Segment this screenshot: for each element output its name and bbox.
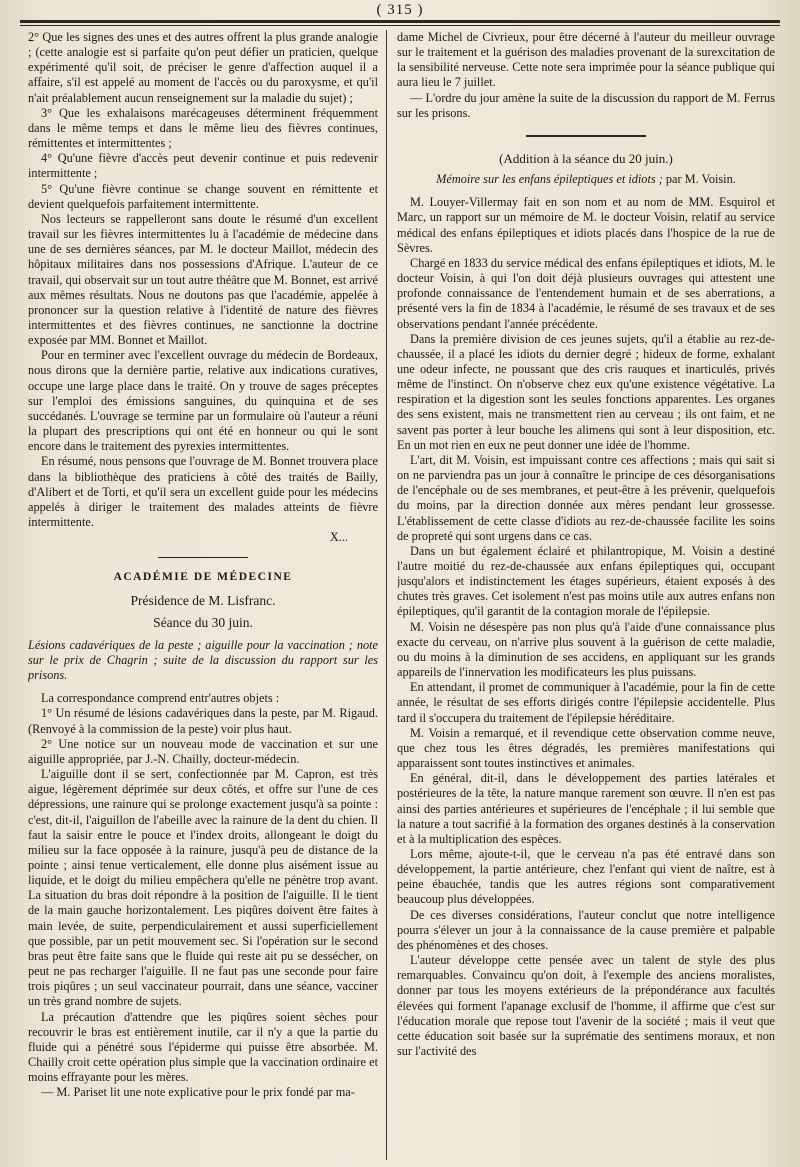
- paragraph: 2° Une notice sur un nouveau mode de vaccination et sur une aiguille appropriée, par J.-N. Chailly, docteur-médecin.: [28, 736, 378, 766]
- header-rule: [20, 20, 780, 23]
- paragraph: En attendant, il promet de communiquer à l'académie, pour la fin de cette année, le résultat de ses efforts dirigés contre l'épilepsie accidentelle. Plus tard il s'occupera du traitement de l'épilepsie héréditaire.: [397, 680, 775, 725]
- paragraph: Chargé en 1833 du service médical des enfans épileptiques et idiots, M. le docteur Voisin, à qui l'on doit déjà plusieurs ouvrages qui attestent une profonde connaissance de l'entendement humain et de ses aberrations, a présenté vers la fin de 1834 à l'académie, le résumé de ses travaux et de ses observations pendant l'année précédente.: [397, 255, 775, 331]
- memoire-author: par M. Voisin.: [665, 172, 736, 187]
- paragraph: 5° Qu'une fièvre continue se change souvent en rémittente et devient quelquefois parfaitement intermittente.: [28, 181, 378, 211]
- paragraph: M. Voisin ne désespère pas non plus qu'à l'aide d'une connaissance plus exacte du cerveau, on n'arrive plus souvent à la guérison de cette maladie, ou du moins à la diminution de ses accidens, en appliquant sur les grands appareils de l'innervation les modificateurs les plus puissans.: [397, 619, 775, 680]
- paragraph: L'auteur développe cette pensée avec un talent de style des plus remarquables. Convaincu qu'on doit, à l'exemple des anciens moralistes, donner par tous les moyens extérieurs de la prépondérance aux facultés élevées qui forment l'apanage exclusif de l'homme, il affirme que c'est sur l'éducation morale que repose tout l'avenir de la société ; mais il veut que cette éducation soit basée sur la suprématie des sentimens moraux, et non sur l'activité des: [397, 953, 775, 1058]
- paragraph: M. Louyer-Villermay fait en son nom et au nom de MM. Esquirol et Marc, un rapport sur un mémoire de M. le docteur Voisin, relatif au service médical des enfans épileptiques et idiots placés dans l'hospice de la rue de Sèvres.: [397, 195, 775, 255]
- right-column: [397, 30, 775, 1163]
- presidence-line: Présidence de M. Lisfranc.: [130, 593, 276, 609]
- paragraph: Dans la première division de ces jeunes sujets, qu'il a établie au rez-de-chaussée, il a placé les idiots du dernier degré ; hideux de forme, exhalant une odeur infecte, ne poussant que des cris rauques et inarticulés, privés même de l'instinct. On n'observe chez eux qu'une existence végétative. La respiration et la digestion sont les seules fonctions apparentes. Les organes des sens existent, mais ne transmettent rien au cerveau ; ils ont faim, et ne savent pas porter à leur bouche les alimens qui sont à leur disposition, etc. En un mot rien en eux ne peut donner une idée de l'homme.: [397, 331, 775, 452]
- paragraph: Lors même, ajoute-t-il, que le cerveau n'a pas été entravé dans son développement, la partie antérieure, chez l'enfant qui vient de naître, est à peine ébauchée, tandis que les autres régions sont comparativement beaucoup plus développées.: [397, 846, 775, 907]
- paragraph: 3° Que les exhalaisons marécageuses déterminent fréquemment dans le même temps et dans le même lieu des fièvres continues, rémittentes et intermittentes ;: [28, 105, 378, 151]
- paragraph: dame Michel de Civrieux, pour être décerné à l'auteur du meilleur ouvrage sur le traitement et la guérison des maladies provenant de la surexcitation de la sensibilité nerveuse. Cette note sera imprimée pour la séance publique qui aura lieu le 7 juillet.: [397, 30, 775, 90]
- section-divider: [158, 557, 248, 558]
- paragraph: 2° Que les signes des unes et des autres offrent la plus grande analogie ; (cette analogie est si parfaite qu'on peut défier un praticien, quelque expérimenté qu'il soit, de préciser le genre d'affection auquel il a affaire, s'il est appelé au moment de l'accès ou du paroxysme, et qu'il n'ait préalablement aucun renseignement sur la maladie du sujet) ;: [28, 30, 378, 105]
- paragraph: 4° Qu'une fièvre d'accès peut devenir continue et puis redevenir intermittente ;: [28, 151, 378, 181]
- page-number: ( 315 ): [376, 2, 424, 18]
- addition-heading: (Addition à la séance du 20 juin.): [499, 150, 673, 166]
- paragraph: En général, dit-il, dans le développement des parties latérales et postérieures de la tête, la nature manque rarement son œuvre. Il n'en est pas ainsi des parties antérieures et supérieures de l'encéphale ; il lui semble que la nature a tout sacrifié à la formation des organes destinés à la conservation et à la multiplication des espèces.: [397, 771, 775, 846]
- paragraph: Pour en terminer avec l'excellent ouvrage du médecin de Bordeaux, nous dirons que la dernière partie, relative aux indications curatives, occupe une large place dans le traité. On y trouve de sages préceptes sur l'emploi des émissions sanguines, du quinquina et de ses succédanés. L'ouvrage se termine par un formulaire où l'auteur a réuni la plupart des prescriptions qui ont été en honneur ou qui le sont encore dans le traitement des pyrexies intermittentes.: [28, 348, 378, 454]
- section-divider: [526, 135, 646, 137]
- paragraph: Nos lecteurs se rappelleront sans doute le résumé d'un excellent travail sur les fièvres intermittentes lu à l'académie de médecine dans une de ses dernières séances, par M. le docteur Maillot, médecin des hôpitaux militaires dans nos possessions d'Afrique. L'auteur de ce travail, qui observait sur un tout autre théâtre que M. Bonnet, est arrivé aux mêmes résultats. Nous ne doutons pas que l'académie, appelée à prononcer sur la question relative à l'identité de nature des fièvres intermittentes et des fièvres continues, ne sanctionne la doctrine exposée par MM. Bonnet et Maillot.: [28, 211, 378, 348]
- paragraph: 1° Un résumé de lésions cadavériques dans la peste, par M. Rigaud. (Renvoyé à la commission de la peste) voir plus haut.: [28, 706, 378, 736]
- section-title: ACADÉMIE DE MÉDECINE: [113, 571, 293, 584]
- paragraph: Dans un but également éclairé et philantropique, M. Voisin a destiné l'autre moitié du rez-de-chaussée aux enfans épileptiques qui, occupant jusqu'alors et indistinctement les étages supérieurs, étaient exposés à des chutes très graves. Cet isolement n'est pas moins utile aux autres enfans non épileptiques, qu'il garantit de la contagion morale de l'épilepsie.: [397, 543, 775, 619]
- header-rule-thin: [20, 25, 780, 26]
- session-agenda: Lésions cadavériques de la peste ; aiguille pour la vaccination ; note sur le prix de Chagrin ; suite de la discussion du rapport sur les prisons.: [28, 637, 378, 683]
- paragraph: De ces diverses considérations, l'auteur conclut que notre intelligence pourra s'élever un jour à la connaissance de la cause première et palpable des phénomènes et des choses.: [397, 907, 775, 952]
- seance-date: Séance du 30 juin.: [153, 614, 253, 630]
- paragraph: La précaution d'attendre que les piqûres soient sèches pour recouvrir le bras est entièrement inutile, car il n'y a que la partie du fluide qui a pénétré sous l'épiderme qui puisse être absorbée. M. Chailly croit cette opération plus simple que la vaccination ordinaire et moins effrayante pour les mères.: [28, 1009, 378, 1085]
- column-divider: [386, 30, 387, 1160]
- paragraph: M. Voisin a remarqué, et il revendique cette observation comme neuve, que chez tous les êtres dégradés, les premières manifestations qui apparaissent sont toutes instinctives et animales.: [397, 725, 775, 771]
- paragraph: — M. Pariset lit une note explicative pour le prix fondé par ma-: [41, 1085, 355, 1100]
- paragraph: L'art, dit M. Voisin, est impuissant contre ces affections ; mais qui sait si on ne parviendra pas un jour à connaître le principe de ces désorganisations de l'encéphale ou de ses membranes, et peut-être à les prévenir, quelquefois du moins, par la direction donnée aux mères pendant leur grossesse. L'établissement de cette classe d'idiots au rez-de-chaussée facilite les soins de propreté qui sont urgens dans ce cas.: [397, 452, 775, 543]
- memoire-title: [397, 172, 775, 187]
- paragraph: — L'ordre du jour amène la suite de la discussion du rapport de M. Ferrus sur les prisons.: [397, 90, 775, 120]
- paragraph: L'aiguille dont il se sert, confectionnée par M. Capron, est très aigue, légèrement déprimée sur deux côtés, et offre sur l'une de ces dépressions, une rainure qui se prolonge exactement jusqu'à sa pointe : c'est, dit-il, l'aiguillon de l'abeille avec la rainure de la dent du chien. Il faut la saisir entre le pouce et l'index droits, allongeant le doigt du milieu sur la face opposée à la rainure, jusqu'à peu de distance de la pointe ; ainsi tenue verticalement, elle donne plus aisément issue au liquide, et le doigt du milieu empêchera qu'elle ne pénètre trop avant. La situation du bras doit répondre à la position de l'aiguille. Il le tient de la main gauche horizontalement. Les piqûres doivent être faites à main levée, de suite, perpendiculairement et aussi superficiellement que possible, par un petit mouvement sec. Si l'opération sur le second bras peut être faite sans que le fluide qui reste ait pu se dessécher, on peut ne pas recharger l'aiguille. Il ne faut pas une seconde pour faire trois piqûres ; un seul vaccinateur pourrait, dans une séance, vacciner un très grand nombre de sujets.: [28, 767, 378, 1009]
- memoire-title-text: Mémoire sur les enfans épileptiques et idiots ;: [436, 172, 663, 187]
- paragraph: La correspondance comprend entr'autres objets :: [41, 691, 280, 706]
- article-signature: X...: [329, 530, 348, 545]
- left-column: [28, 30, 378, 1163]
- paragraph: En résumé, nous pensons que l'ouvrage de M. Bonnet trouvera place dans la bibliothèque des praticiens à côté des traités de Bailly, d'Alibert et de Torti, et qu'il sera un excellent guide pour les médecins appelés à diriger le traitement des malades atteints de fièvre intermittente.: [28, 454, 378, 529]
